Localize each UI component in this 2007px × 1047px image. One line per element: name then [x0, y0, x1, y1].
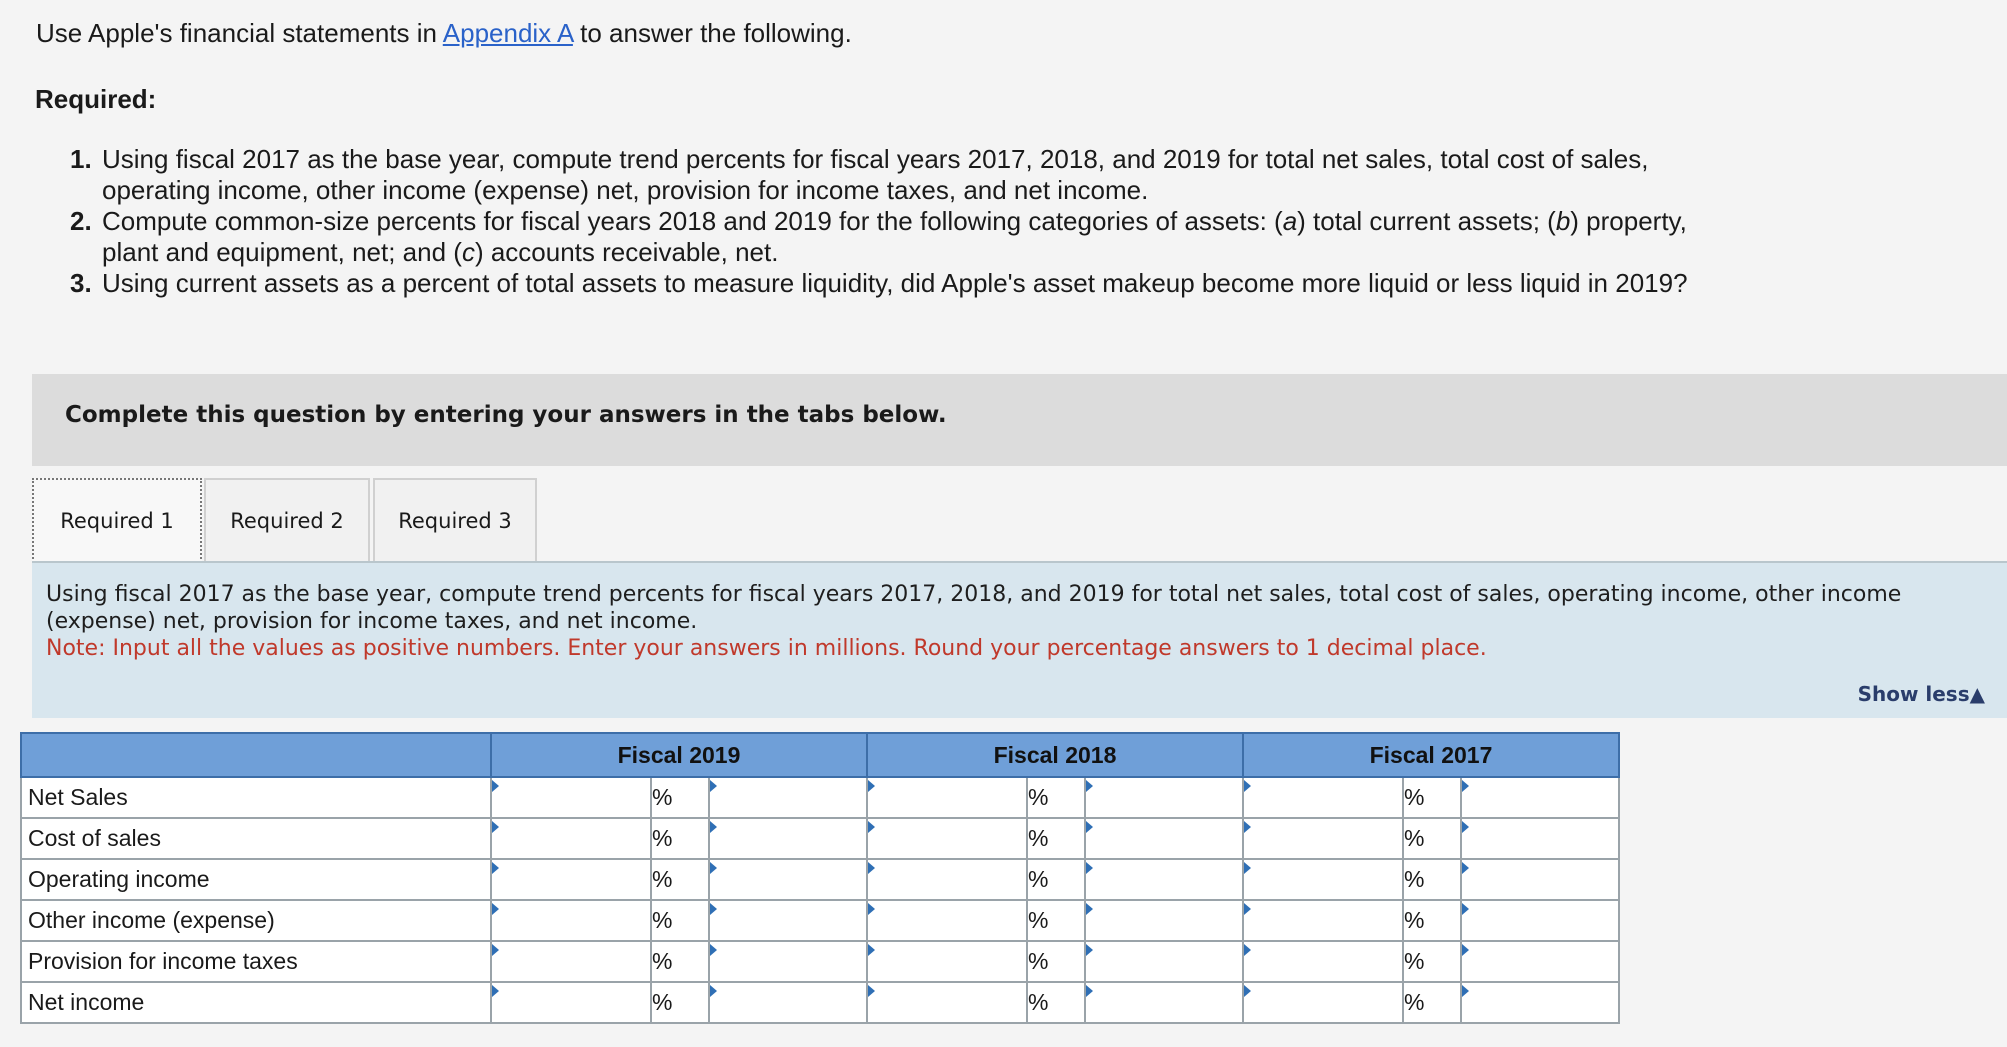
tab-label: Required 1 — [60, 508, 174, 533]
req-text: Using current assets as a percent of total assets to measure liquidity, did Apple's asset makeup become more liquid or less liquid in 2019? — [102, 268, 1688, 298]
req-num: 3. — [70, 268, 92, 298]
percent-symbol: % — [1027, 818, 1085, 859]
percent-symbol: % — [1403, 900, 1461, 941]
intro-suffix: to answer the following. — [580, 18, 852, 48]
amount-input[interactable] — [867, 982, 1027, 1023]
table-row — [21, 900, 1619, 941]
percent-symbol: % — [1403, 777, 1461, 818]
percent-symbol: % — [1027, 777, 1085, 818]
tab-required-1[interactable] — [32, 478, 202, 563]
complete-question-banner — [32, 374, 2007, 466]
row-label: Net Sales — [21, 777, 491, 818]
percent-input[interactable] — [1461, 941, 1619, 982]
percent-input[interactable] — [709, 941, 867, 982]
percent-input[interactable] — [709, 859, 867, 900]
amount-input[interactable] — [1243, 777, 1403, 818]
amount-input[interactable] — [867, 900, 1027, 941]
table-row — [21, 859, 1619, 900]
required-heading: Required: — [35, 84, 157, 114]
percent-symbol: % — [651, 777, 709, 818]
percent-symbol: % — [651, 941, 709, 982]
amount-input[interactable] — [491, 982, 651, 1023]
percent-input[interactable] — [709, 900, 867, 941]
trend-percent-table — [20, 732, 1620, 1024]
table-row — [21, 777, 1619, 818]
percent-input[interactable] — [1085, 982, 1243, 1023]
percent-input[interactable] — [1085, 777, 1243, 818]
row-label: Net income — [21, 982, 491, 1023]
header-fiscal-2019: Fiscal 2019 — [491, 733, 867, 777]
header-fiscal-2018: Fiscal 2018 — [867, 733, 1243, 777]
intro-text — [36, 18, 852, 49]
instruction-text — [46, 581, 1996, 662]
percent-input[interactable] — [1085, 859, 1243, 900]
amount-input[interactable] — [867, 941, 1027, 982]
percent-symbol: % — [1027, 982, 1085, 1023]
percent-symbol: % — [651, 818, 709, 859]
percent-symbol: % — [651, 859, 709, 900]
percent-symbol: % — [1403, 982, 1461, 1023]
requirements-list — [70, 144, 1690, 299]
percent-symbol: % — [1403, 941, 1461, 982]
req-text: Using fiscal 2017 as the base year, compute trend percents for fiscal years 2017, 2018, and 2019 for total net sales, total cost of sales, operating income, other income (expense) net, provision for income taxes, and net income. — [102, 144, 1649, 205]
amount-input[interactable] — [867, 818, 1027, 859]
percent-symbol: % — [1027, 859, 1085, 900]
instruction-note: Note: Input all the values as positive numbers. Enter your answers in millions. Round your percentage answers to 1 decimal place. — [46, 636, 1487, 661]
percent-symbol: % — [1403, 859, 1461, 900]
amount-input[interactable] — [491, 777, 651, 818]
row-label: Provision for income taxes — [21, 941, 491, 982]
row-label: Other income (expense) — [21, 900, 491, 941]
percent-input[interactable] — [709, 777, 867, 818]
amount-input[interactable] — [491, 900, 651, 941]
requirement-1 — [70, 144, 1690, 206]
instruction-panel — [32, 563, 2007, 718]
tab-label: Required 3 — [398, 508, 512, 533]
tab-required-3[interactable] — [373, 478, 537, 561]
percent-input[interactable] — [1085, 818, 1243, 859]
amount-input[interactable] — [491, 859, 651, 900]
amount-input[interactable] — [491, 818, 651, 859]
instruction-body: Using fiscal 2017 as the base year, compute trend percents for fiscal years 2017, 2018, and 2019 for total net sales, total cost of sales, operating income, other income (expense) net, provision for income taxes, and net income. — [46, 582, 1902, 634]
table-row — [21, 982, 1619, 1023]
percent-symbol: % — [651, 900, 709, 941]
amount-input[interactable] — [867, 859, 1027, 900]
amount-input[interactable] — [1243, 900, 1403, 941]
tab-label: Required 2 — [230, 508, 344, 533]
requirement-3 — [70, 268, 1690, 299]
amount-input[interactable] — [1243, 818, 1403, 859]
amount-input[interactable] — [491, 941, 651, 982]
req-num: 1. — [70, 144, 92, 174]
tab-required-2[interactable] — [204, 478, 370, 561]
banner-text: Complete this question by entering your answers in the tabs below. — [65, 402, 947, 428]
percent-input[interactable] — [709, 818, 867, 859]
req-text: Compute common-size percents for fiscal years 2018 and 2019 for the following categories of assets: (a) total current assets; (b) property, plant and equipment, net; and (c) accounts receivable, net. — [102, 206, 1687, 267]
intro-prefix: Use Apple's financial statements in — [36, 18, 437, 48]
row-label: Cost of sales — [21, 818, 491, 859]
percent-symbol: % — [1027, 900, 1085, 941]
amount-input[interactable] — [1243, 941, 1403, 982]
percent-symbol: % — [1027, 941, 1085, 982]
row-label: Operating income — [21, 859, 491, 900]
percent-input[interactable] — [709, 982, 867, 1023]
appendix-a-link[interactable]: Appendix A — [442, 18, 573, 48]
percent-input[interactable] — [1461, 900, 1619, 941]
amount-input[interactable] — [1243, 982, 1403, 1023]
amount-input[interactable] — [1243, 859, 1403, 900]
table-row — [21, 941, 1619, 982]
percent-input[interactable] — [1461, 818, 1619, 859]
percent-input[interactable] — [1461, 777, 1619, 818]
requirement-2 — [70, 206, 1690, 268]
table-header-row — [21, 733, 1619, 777]
header-blank — [21, 733, 491, 777]
percent-symbol: % — [651, 982, 709, 1023]
percent-input[interactable] — [1085, 941, 1243, 982]
percent-input[interactable] — [1085, 900, 1243, 941]
header-fiscal-2017: Fiscal 2017 — [1243, 733, 1619, 777]
amount-input[interactable] — [867, 777, 1027, 818]
percent-input[interactable] — [1461, 859, 1619, 900]
percent-input[interactable] — [1461, 982, 1619, 1023]
req-num: 2. — [70, 206, 92, 236]
show-less-toggle[interactable]: Show less▲ — [1857, 682, 1985, 706]
table-row — [21, 818, 1619, 859]
percent-symbol: % — [1403, 818, 1461, 859]
